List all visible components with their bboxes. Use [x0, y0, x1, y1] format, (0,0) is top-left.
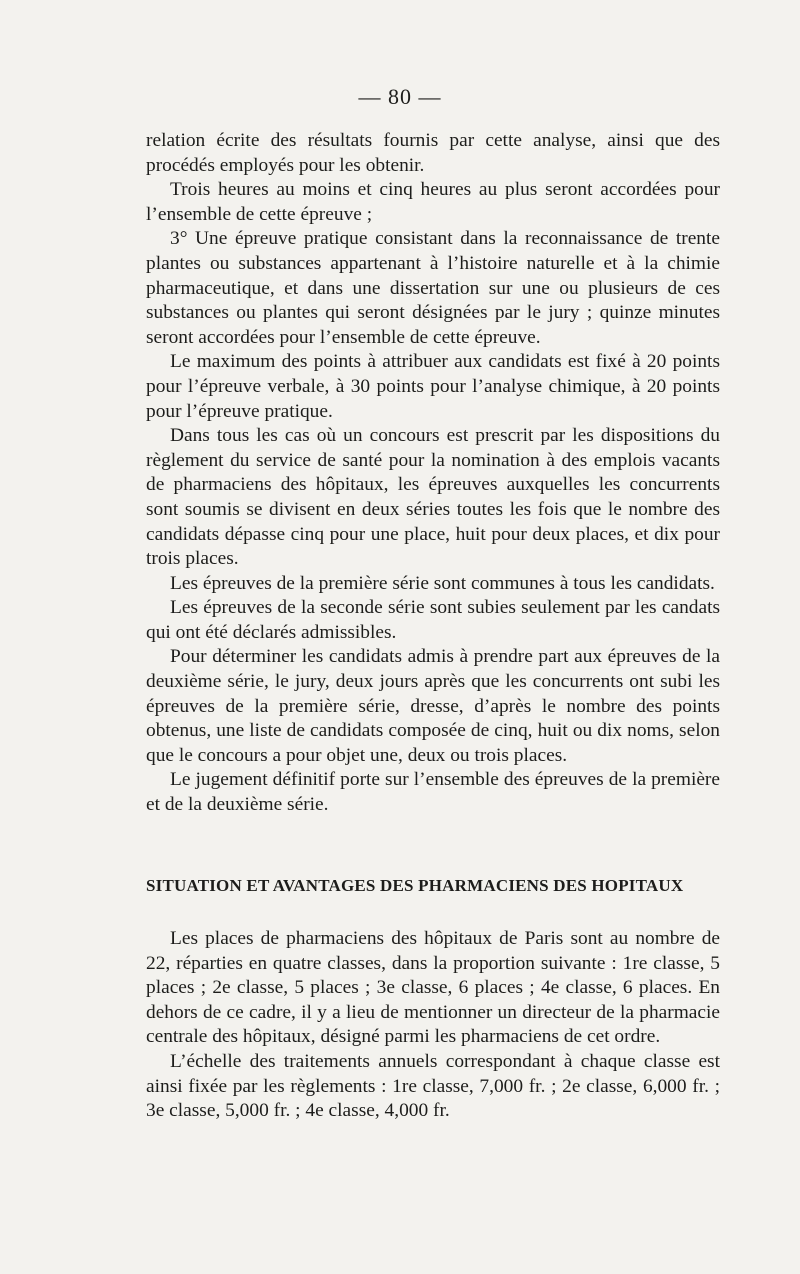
paragraph: Le maximum des points à attribuer aux candidats est fixé à 20 points pour l’épreuve verbale, à 30 points pour l’analyse chimique, à 20 points pour l’épreuve pratique.	[146, 351, 720, 422]
body-text-bottom	[146, 927, 720, 1124]
body-text-top	[146, 129, 720, 818]
section-heading: SITUATION ET AVANTAGES DES PHARMACIENS DES HOPITAUX	[146, 876, 684, 895]
paragraph: Pour déterminer les candidats admis à prendre part aux épreuves de la deuxième série, le jury, deux jours après que les concurrents ont subi les épreuves de la première série, dresse, d’après le nombre des points obtenus, une liste de candidats composée de cinq, huit ou dix noms, selon que le concours a pour objet une, deux ou trois places.	[146, 646, 720, 766]
paragraph: L’échelle des traitements annuels correspondant à chaque classe est ainsi fixée par les règlements : 1re classe, 7,000 fr. ; 2e classe, 6,000 fr. ; 3e classe, 5,000 fr. ; 4e classe, 4,000 fr.	[146, 1050, 720, 1122]
paragraph: Les places de pharmaciens des hôpitaux de Paris sont au nombre de 22, réparties en quatre classes, dans la proportion suivante : 1re classe, 5 places ; 2e classe, 5 places ; 3e classe, 6 places ; 4e classe, 6 places. En dehors de ce cadre, il y a lieu de mentionner un directeur de la pharmacie centrale des hôpitaux, désigné parmi les pharmaciens de cet ordre.	[146, 928, 720, 1048]
paragraph: Le jugement définitif porte sur l’ensemble des épreuves de la première et de la deuxième série.	[146, 769, 720, 816]
paragraph: Les épreuves de la première série sont communes à tous les candidats.	[170, 572, 715, 594]
paragraph: relation écrite des résultats fournis par cette analyse, ainsi que des procédés employés pour les obtenir.	[146, 130, 720, 176]
paragraph: Les épreuves de la seconde série sont subies seulement par les candats qui ont été déclarés admissibles.	[146, 597, 720, 643]
page-number: — 80 —	[358, 84, 442, 109]
paragraph: Trois heures au moins et cinq heures au plus seront accordées pour l’ensemble de cette épreuve ;	[146, 179, 720, 225]
paragraph: Dans tous les cas où un concours est prescrit par les dispositions du règlement du service de santé pour la nomination à des emplois vacants de pharmaciens des hôpitaux, les épreuves auxquelles les concurrents sont soumis se divisent en deux séries toutes les fois que le nombre des candidats dépasse cinq pour une place, huit pour deux places, et dix pour trois places.	[146, 425, 720, 570]
paragraph: 3° Une épreuve pratique consistant dans la reconnaissance de trente plantes ou substances appartenant à l’histoire naturelle et à la chimie pharmaceutique, et dans une dissertation sur une ou plusieurs de ces substances ou plantes qui seront désignées par le jury ; quinze minutes seront accordées pour l’ensemble de cette épreuve.	[146, 228, 720, 348]
